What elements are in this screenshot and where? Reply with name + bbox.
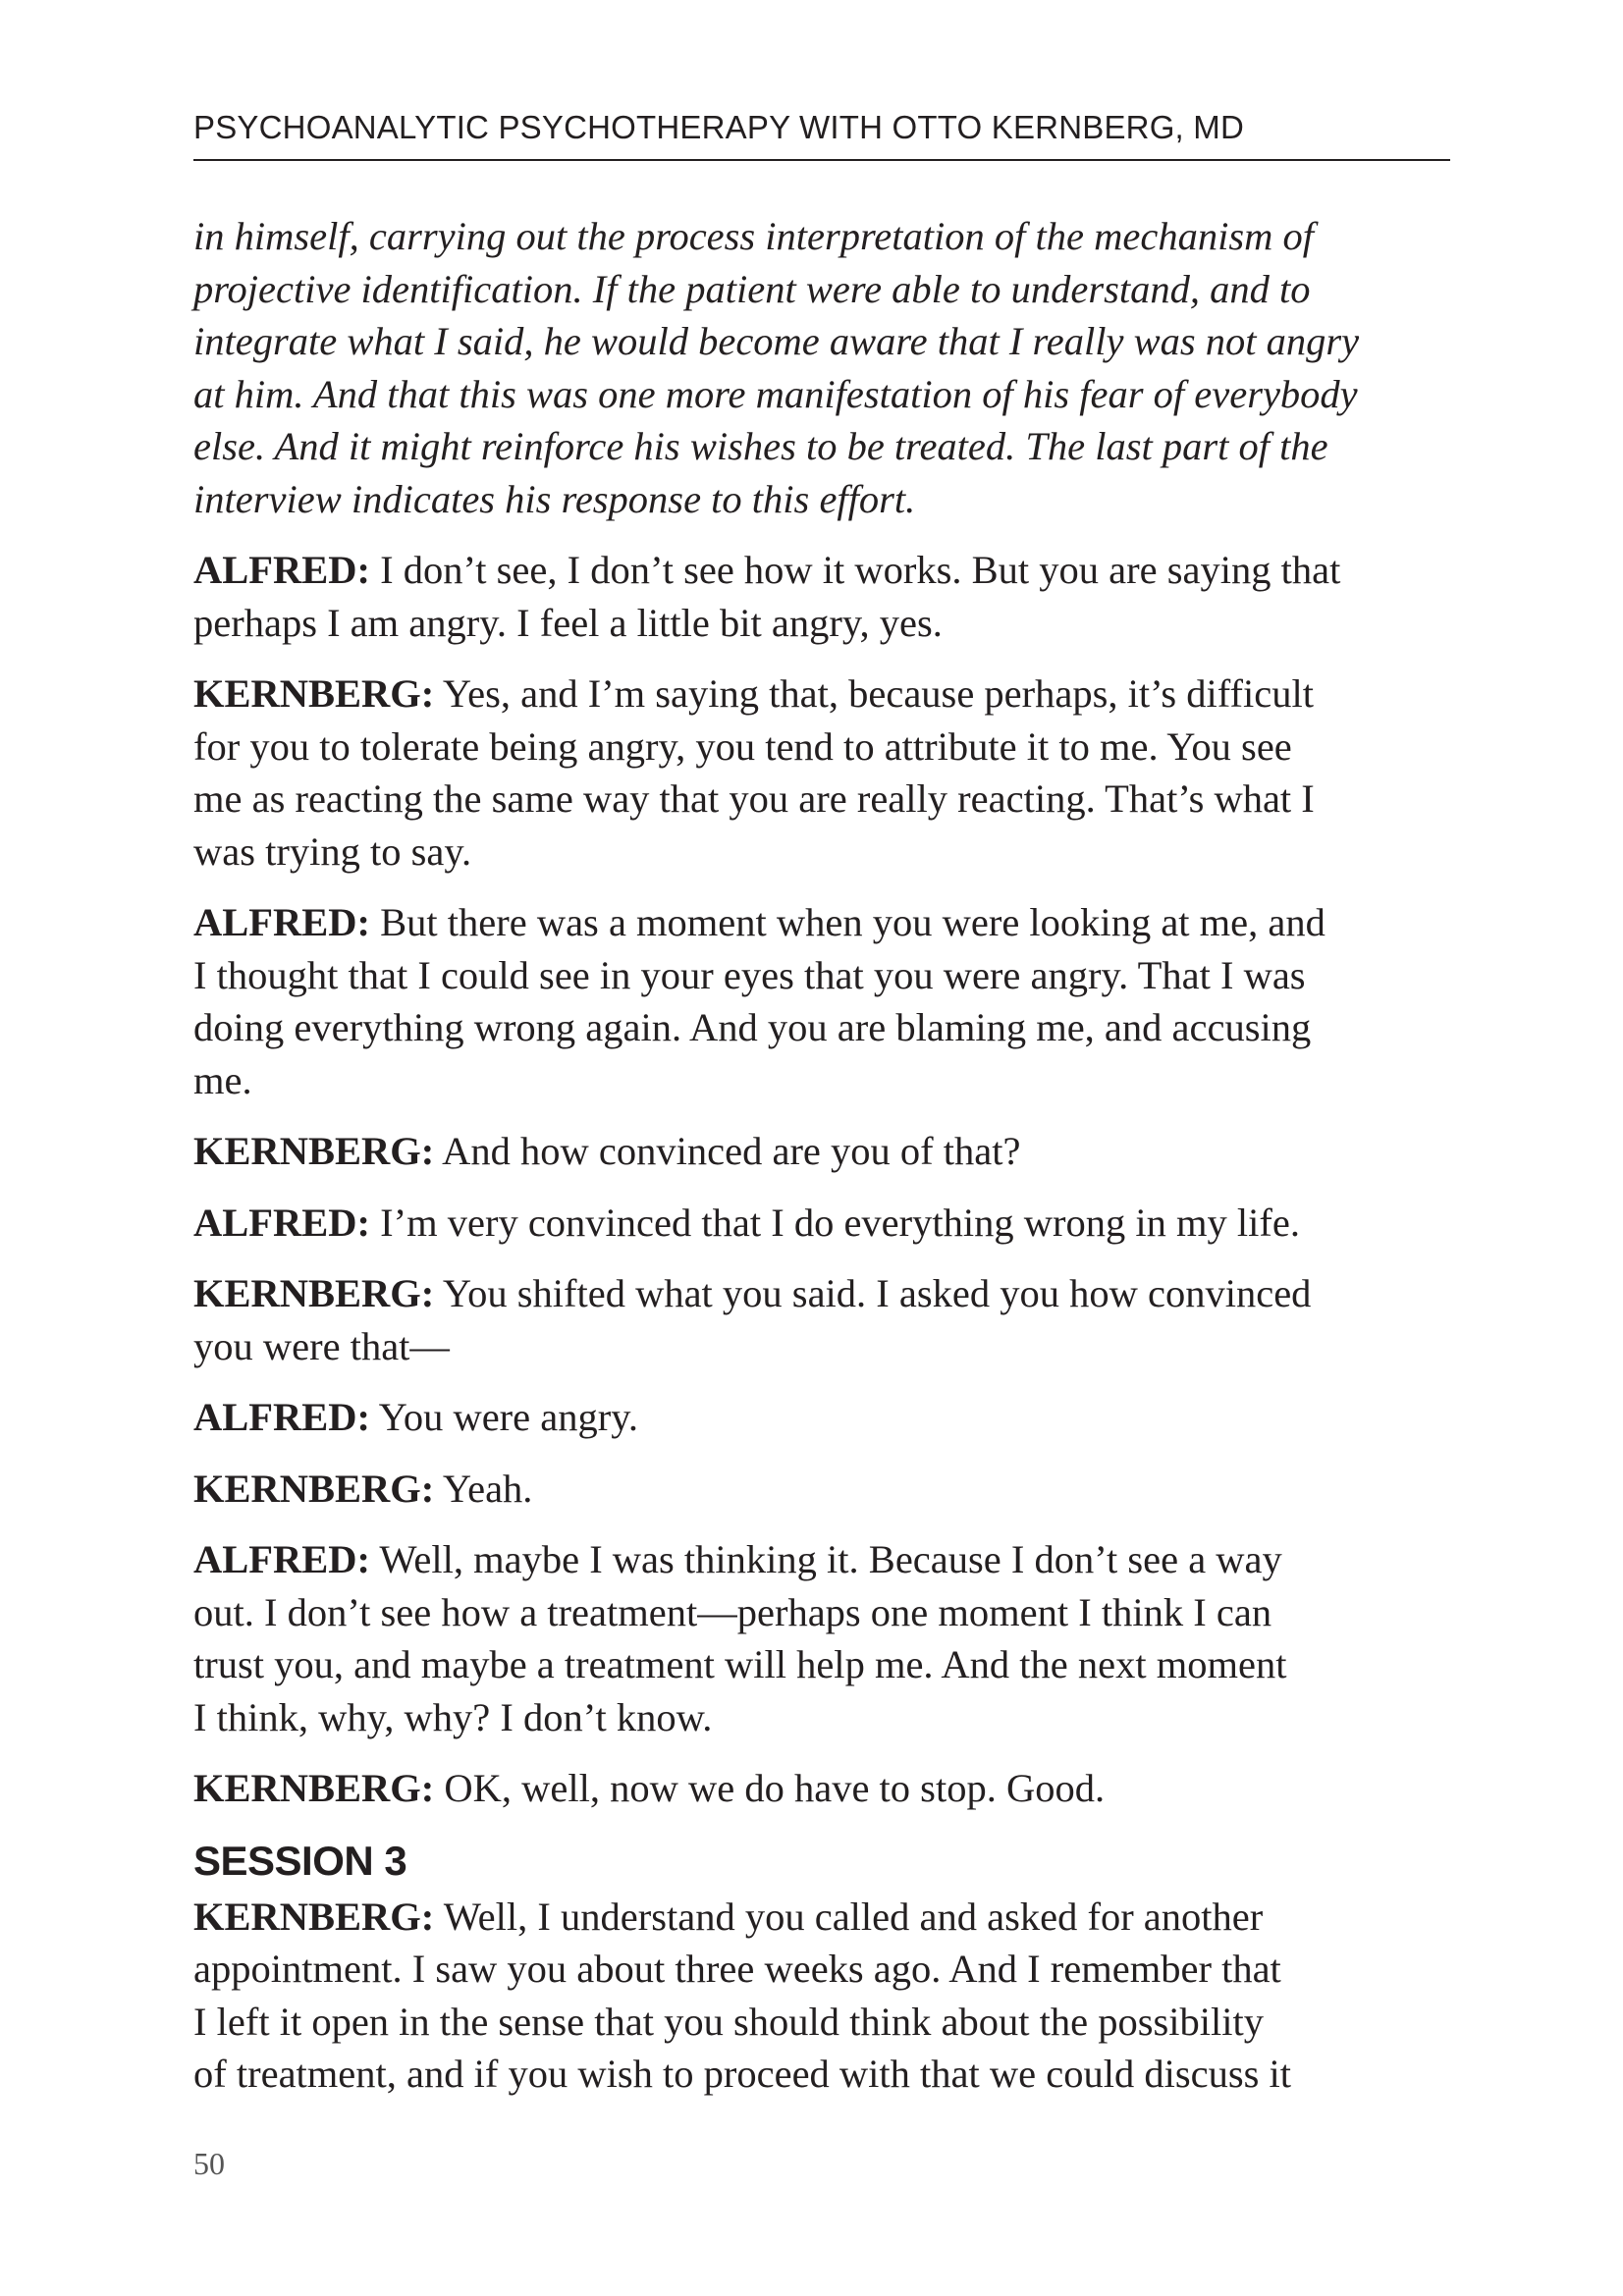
speech-text: And how convinced are you of that?: [442, 1129, 1021, 1173]
text-line: [193, 1197, 1470, 1250]
text-line: doing everything wrong again. And you are blaming me, and accusing: [193, 1005, 1312, 1049]
speaker-label: KERNBERG:: [193, 1466, 435, 1511]
text-line: at him. And that this was one more manifestation of his fear of everybody: [193, 371, 1358, 416]
dialogue-turn: [193, 896, 1470, 1106]
text-line: of treatment, and if you wish to proceed with that we could discuss it: [193, 2052, 1292, 2096]
text-line: me.: [193, 1057, 252, 1102]
text-line: [193, 1391, 1470, 1444]
speaker-label: KERNBERG:: [193, 1766, 435, 1810]
speech-text: I don’t see, I don’t see how it works. But you are saying that: [380, 548, 1341, 592]
text-line: was trying to say.: [193, 828, 472, 874]
text-line: appointment. I saw you about three weeks ago. And I remember that: [193, 1947, 1281, 1991]
speaker-label: ALFRED:: [193, 1537, 370, 1581]
text-line: I left it open in the sense that you should think about the possibility: [193, 1999, 1264, 2044]
page-number: 50: [193, 2146, 225, 2181]
text-line: I thought that I could see in your eyes that you were angry. That I was: [193, 952, 1306, 997]
dialogue-turn: [193, 1533, 1470, 1743]
speech-text: Well, I understand you called and asked for another: [443, 1894, 1264, 1939]
text-line: perhaps I am angry. I feel a little bit angry, yes.: [193, 600, 943, 645]
speaker-label: ALFRED:: [193, 548, 370, 592]
dialogue-turn: [193, 667, 1470, 878]
speaker-label: KERNBERG:: [193, 1894, 435, 1939]
text-line: in himself, carrying out the process interpretation of the mechanism of: [193, 214, 1314, 258]
speech-text: Yeah.: [442, 1466, 533, 1511]
text-line: [193, 1125, 1470, 1178]
text-line: [193, 544, 1470, 597]
speaker-label: ALFRED:: [193, 900, 370, 944]
dialogue-turn: [193, 1125, 1470, 1178]
text-line: [193, 1891, 1470, 1944]
text-line: I think, why, why? I don’t know.: [193, 1694, 713, 1739]
text-line: out. I don’t see how a treatment—perhaps one moment I think I can: [193, 1589, 1272, 1634]
text-line: projective identification. If the patient were able to understand, and to: [193, 266, 1311, 311]
commentary-paragraph: [193, 210, 1470, 525]
speech-text: Well, maybe I was thinking it. Because I don’t see a way: [379, 1537, 1282, 1581]
text-line: [193, 896, 1470, 949]
page-body: [193, 210, 1470, 2119]
text-line: [193, 1762, 1470, 1815]
section-heading: SESSION 3: [193, 1837, 407, 1884]
speech-text: You were angry.: [378, 1395, 638, 1439]
text-line: [193, 1267, 1470, 1320]
dialogue-turn: [193, 1391, 1470, 1444]
text-line: [193, 667, 1470, 721]
dialogue-turn: [193, 1762, 1470, 1815]
running-head: PSYCHOANALYTIC PSYCHOTHERAPY WITH OTTO KERNBERG, MD: [193, 109, 1245, 145]
speech-text: OK, well, now we do have to stop. Good.: [444, 1766, 1106, 1810]
speech-text: You shifted what you said. I asked you how convinced: [442, 1271, 1312, 1315]
text-line: trust you, and maybe a treatment will help me. And the next moment: [193, 1642, 1287, 1686]
header-rule: [193, 159, 1450, 161]
text-line: [193, 1463, 1470, 1516]
speaker-label: KERNBERG:: [193, 671, 435, 716]
text-line: you were that—: [193, 1323, 450, 1368]
dialogue-turn: [193, 1197, 1470, 1250]
text-line: else. And it might reinforce his wishes to be treated. The last part of the: [193, 424, 1328, 468]
text-line: for you to tolerate being angry, you tend to attribute it to me. You see: [193, 723, 1292, 769]
speech-text: I’m very convinced that I do everything wrong in my life.: [380, 1200, 1300, 1245]
speech-text: Yes, and I’m saying that, because perhaps, it’s difficult: [442, 671, 1314, 716]
text-line: integrate what I said, he would become aware that I really was not angry: [193, 319, 1360, 363]
speaker-label: ALFRED:: [193, 1200, 370, 1245]
text-line: me as reacting the same way that you are really reacting. That’s what I: [193, 776, 1315, 821]
dialogue-turn: [193, 1891, 1470, 2101]
speech-text: But there was a moment when you were looking at me, and: [380, 900, 1325, 944]
dialogue-turn: [193, 1463, 1470, 1516]
speaker-label: KERNBERG:: [193, 1129, 435, 1173]
speaker-label: KERNBERG:: [193, 1271, 435, 1315]
dialogue-turn: [193, 544, 1470, 649]
speaker-label: ALFRED:: [193, 1395, 370, 1439]
text-line: interview indicates his response to this effort.: [193, 476, 916, 521]
dialogue-turn: [193, 1267, 1470, 1372]
text-line: [193, 1533, 1470, 1586]
